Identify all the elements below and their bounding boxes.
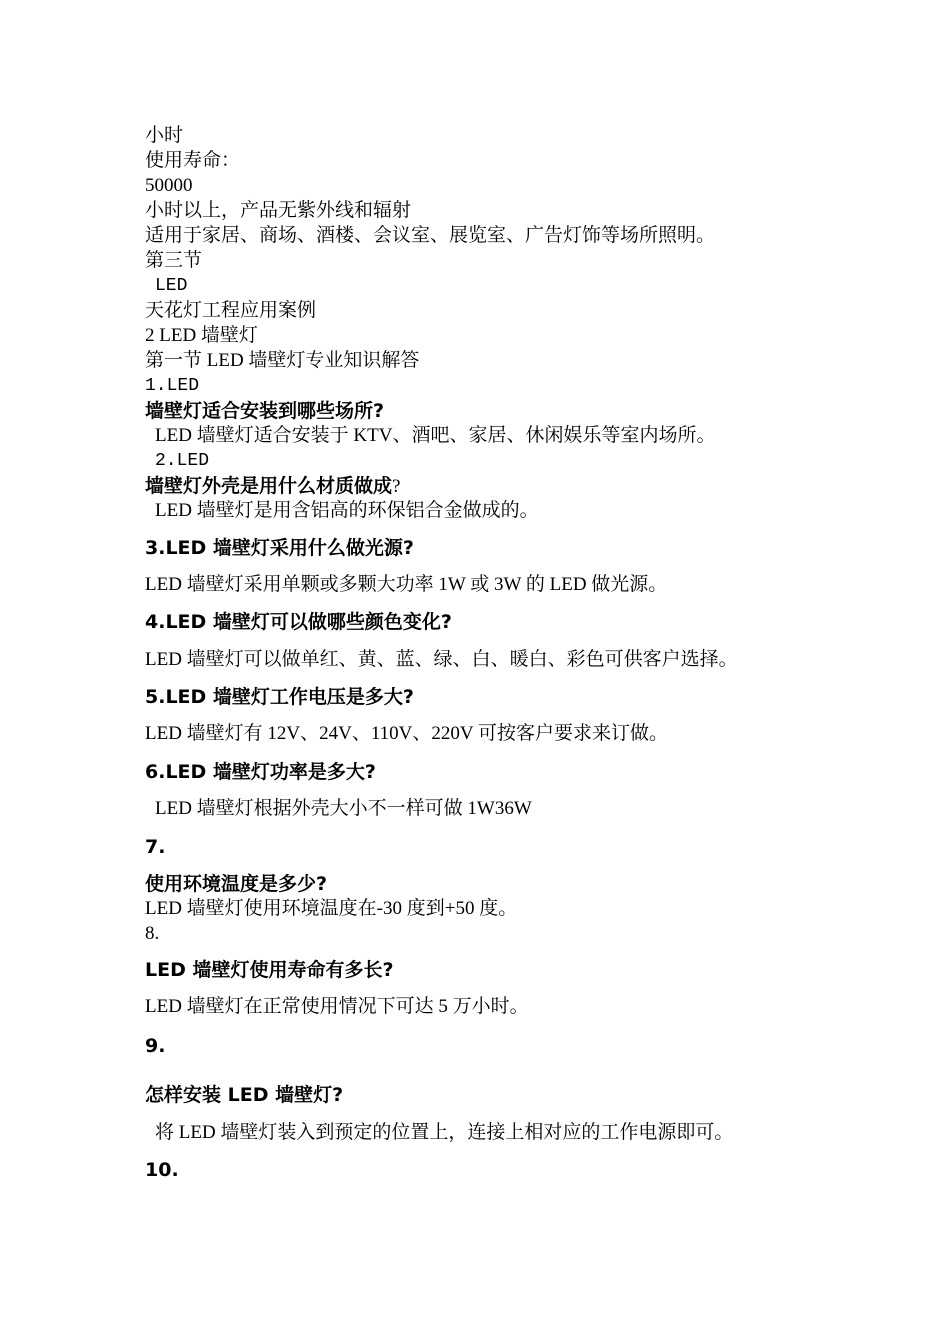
- answer-text: LED 墙壁灯根据外壳大小不一样可做 1W36W: [155, 798, 532, 819]
- answer-text: LED 墙壁灯在正常使用情况下可达 5 万小时。: [145, 996, 529, 1017]
- question-heading: LED 墙壁灯使用寿命有多长?: [145, 959, 394, 981]
- answer-text: LED 墙壁灯适合安装于 KTV、酒吧、家居、休闲娱乐等室内场所。: [155, 425, 716, 446]
- question-number: 2.LED: [155, 451, 210, 471]
- answer-text: LED 墙壁灯采用单颗或多颗大功率 1W 或 3W 的 LED 做光源。: [145, 574, 668, 595]
- text-line: 小时以上，产品无紫外线和辐射: [145, 200, 412, 221]
- section-heading: 第三节: [145, 250, 203, 271]
- text-line: LED: [155, 276, 188, 296]
- chapter-heading: 2 LED 墙壁灯: [145, 325, 258, 346]
- text-line: 使用寿命：: [145, 150, 241, 171]
- answer-text: LED 墙壁灯可以做单红、黄、蓝、绿、白、暖白、彩色可供客户选择。: [145, 649, 738, 670]
- question-heading-line: [145, 474, 400, 499]
- question-heading: 墙壁灯外壳是用什么材质做成: [145, 475, 393, 497]
- answer-text: LED 墙壁灯是用含铝高的环保铝合金做成的。: [155, 500, 539, 521]
- question-heading: 6.LED 墙壁灯功率是多大?: [145, 761, 376, 783]
- question-mark: ?: [392, 476, 401, 497]
- question-heading: 3.LED 墙壁灯采用什么做光源?: [145, 537, 414, 559]
- question-heading: 5.LED 墙壁灯工作电压是多大?: [145, 686, 414, 708]
- question-number: 1.LED: [145, 376, 200, 396]
- question-heading: 4.LED 墙壁灯可以做哪些颜色变化?: [145, 611, 452, 633]
- question-number: 8.: [145, 923, 160, 944]
- answer-text: LED 墙壁灯有 12V、24V、110V、220V 可按客户要求来订做。: [145, 723, 669, 744]
- question-heading: 使用环境温度是多少?: [145, 873, 328, 895]
- text-line: 50000: [145, 175, 193, 196]
- text-line: 小时: [145, 125, 184, 146]
- question-heading: 怎样安装 LED 墙壁灯?: [145, 1084, 344, 1106]
- text-line: 天花灯工程应用案例: [145, 300, 317, 321]
- question-number: 7.: [145, 836, 166, 858]
- answer-text: 将 LED 墙壁灯装入到预定的位置上，连接上相对应的工作电源即可。: [155, 1122, 734, 1143]
- question-heading: 墙壁灯适合安装到哪些场所?: [145, 400, 385, 422]
- text-line: 适用于家居、商场、酒楼、会议室、展览室、广告灯饰等场所照明。: [145, 225, 716, 246]
- answer-text: LED 墙壁灯使用环境温度在-30 度到+50 度。: [145, 898, 518, 919]
- question-number: 9.: [145, 1035, 166, 1057]
- question-number: 10.: [145, 1159, 179, 1181]
- section-heading: 第一节 LED 墙壁灯专业知识解答: [145, 350, 420, 371]
